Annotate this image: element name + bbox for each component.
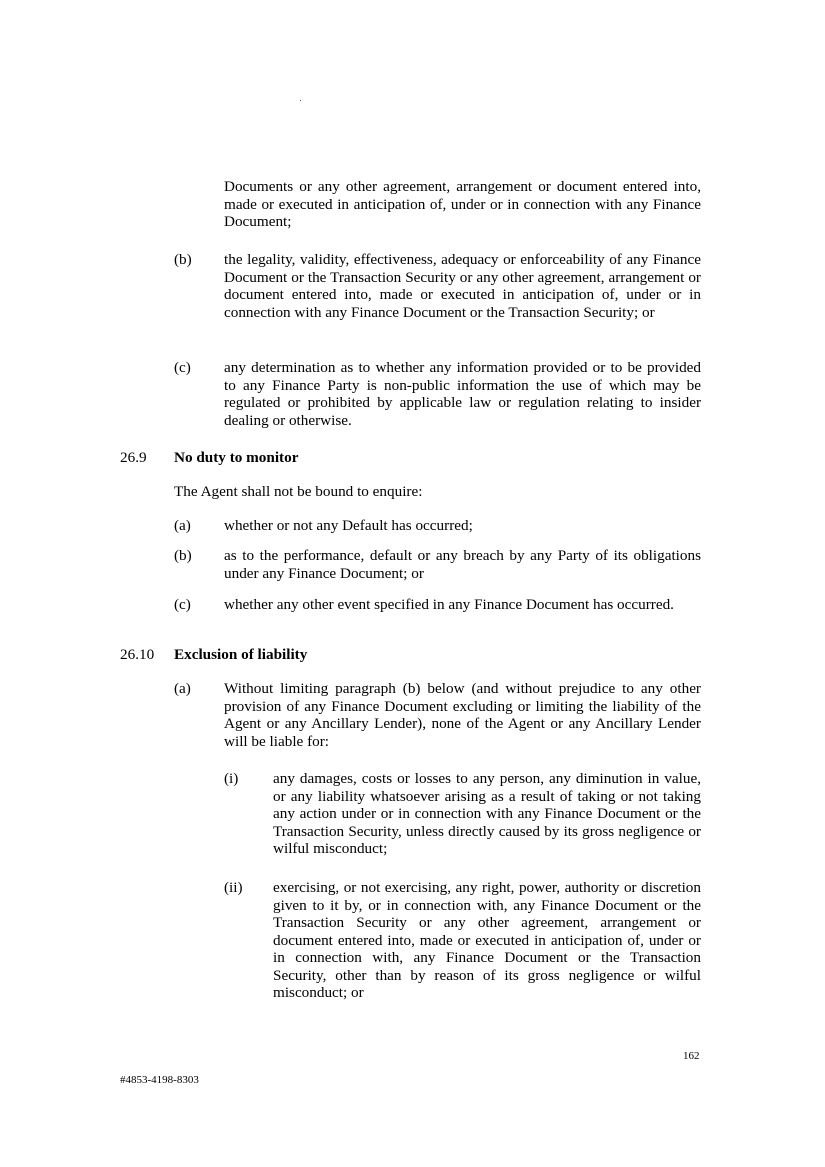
document-id: #4853-4198-8303 <box>120 1074 199 1086</box>
item-text: whether any other event specified in any Finance Document has occurred. <box>224 596 674 613</box>
continuation-paragraph: Documents or any other agreement, arrangement or document entered into, made or executed in anticipation of, under or in connection with any Finance Document; <box>224 178 701 230</box>
page-mark <box>300 100 301 101</box>
item-text: as to the performance, default or any breach by any Party of its obligations under any Finance Document; or <box>224 547 701 582</box>
subitem-label: (ii) <box>224 879 243 896</box>
item-label: (c) <box>174 596 191 613</box>
item-text: whether or not any Default has occurred; <box>224 517 473 534</box>
section-number: 26.10 <box>120 646 155 663</box>
item-label: (a) <box>174 517 191 534</box>
page-number: 162 <box>683 1050 700 1062</box>
section-number: 26.9 <box>120 449 147 466</box>
item-text: the legality, validity, effectiveness, adequacy or enforceability of any Finance Document or the Transaction Security or any other agreement, arrangement or document entered into, made or executed in anticipation of, under or in connection with any Finance Document or the Transaction Security; or <box>224 251 701 321</box>
section-heading: No duty to monitor <box>174 449 299 466</box>
section-intro: The Agent shall not be bound to enquire: <box>174 483 423 500</box>
subitem-text: any damages, costs or losses to any person, any diminution in value, or any liability whatsoever arising as a result of taking or not taking any action under or in connection with any Finance Document or the Transaction Security, unless directly caused by its gross negligence or wilful misconduct; <box>273 770 701 857</box>
item-label: (a) <box>174 680 191 697</box>
item-label: (c) <box>174 359 191 376</box>
section-heading: Exclusion of liability <box>174 646 308 663</box>
item-text: Without limiting paragraph (b) below (and without prejudice to any other provision of any Finance Document excluding or limiting the liability of the Agent or any Ancillary Lender), none of the Agent or any Ancillary Lender will be liable for: <box>224 680 701 750</box>
subitem-text: exercising, or not exercising, any right, power, authority or discretion given to it by, or in connection with, any Finance Document or the Transaction Security or any other agreement, arrangement or document entered into, made or executed in anticipation of, under or in connection with, any Finance Document or the Transaction Security, other than by reason of its gross negligence or wilful misconduct; or <box>273 879 701 1001</box>
subitem-label: (i) <box>224 770 239 787</box>
item-label: (b) <box>174 251 192 268</box>
item-label: (b) <box>174 547 192 564</box>
item-text: any determination as to whether any information provided or to be provided to any Finance Party is non-public information the use of which may be regulated or prohibited by applicable law or regulation relating to insider dealing or otherwise. <box>224 359 701 429</box>
